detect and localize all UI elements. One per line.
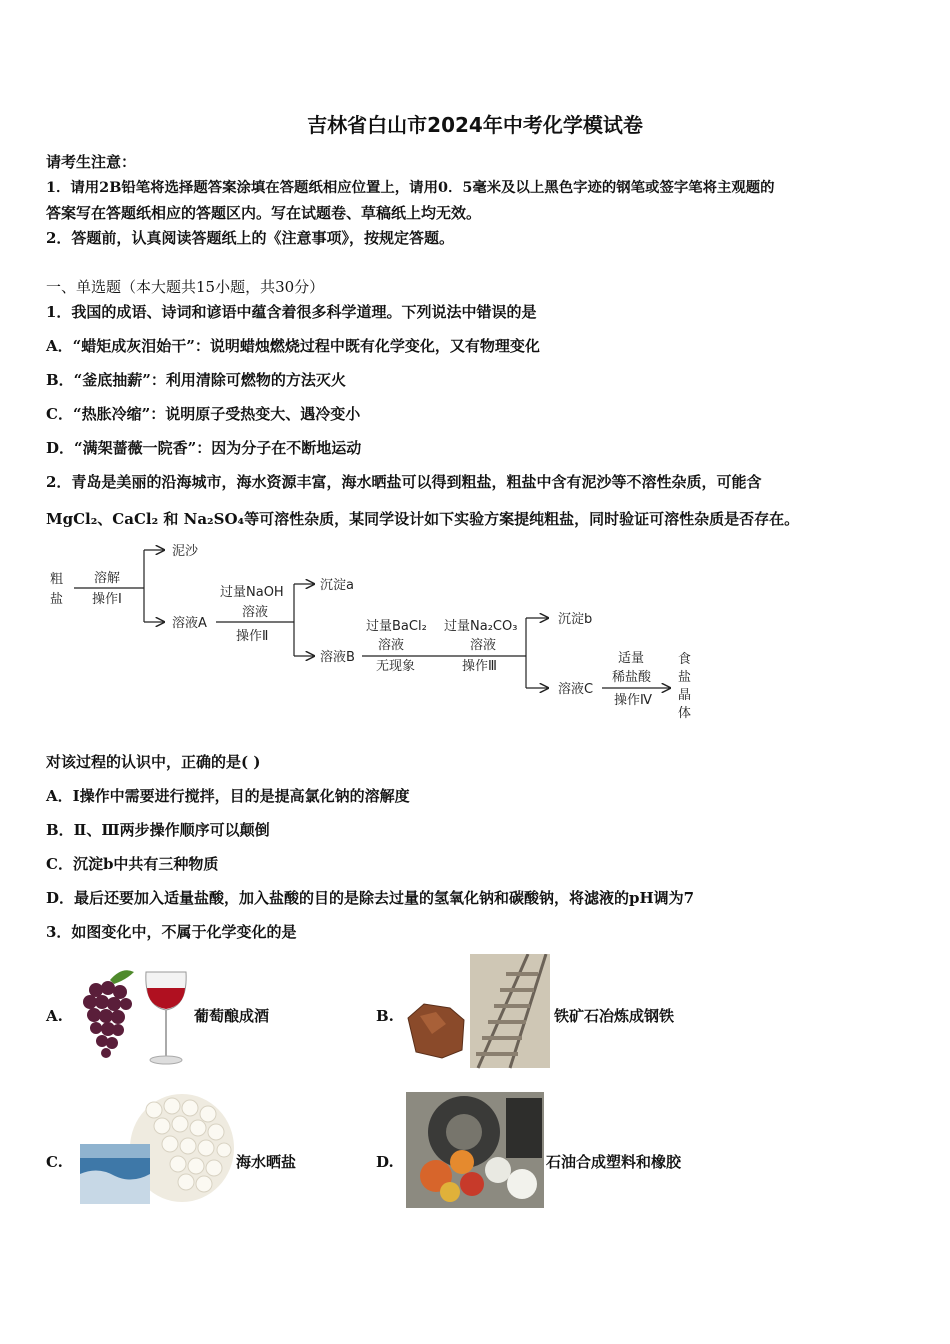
flow-no-change: 无现象 <box>376 659 416 674</box>
flow-solution-label-1: 溶液 <box>242 605 269 620</box>
q1-option-b: B．“釜底抽薪”：利用清除可燃物的方法灭火 <box>46 371 346 389</box>
flow-solution-label-3: 溶液 <box>470 638 497 653</box>
grape-wine-image <box>74 962 192 1070</box>
flow-precipitate-a: 沉淀a <box>320 578 354 593</box>
q2-question: 对该过程的认识中，正确的是( ) <box>46 753 261 771</box>
sea-salt-image <box>80 1088 236 1206</box>
q3-option-c-label: C. <box>46 1153 63 1171</box>
q1-stem: 1．我国的成语、诗词和谚语中蕴含着很多科学道理。下列说法中错误的是 <box>46 303 537 321</box>
flow-salt-3: 晶 <box>678 688 692 703</box>
flow-solution-c: 溶液C <box>558 682 594 697</box>
flow-precipitate-b: 沉淀b <box>558 612 593 627</box>
flow-op3: 操作Ⅲ <box>462 659 497 674</box>
flow-crude-1: 粗 <box>50 572 64 587</box>
q3-option-b-text: 铁矿石冶炼成钢铁 <box>554 1007 675 1025</box>
purification-flow-diagram <box>40 536 720 732</box>
flow-proper: 适量 <box>618 651 645 666</box>
flow-op1: 操作Ⅰ <box>92 592 122 607</box>
flow-salt-1: 食 <box>678 652 692 667</box>
flow-salt-2: 盐 <box>678 670 692 685</box>
flow-op4: 操作Ⅳ <box>614 693 652 708</box>
notice-heading: 请考生注意： <box>46 153 137 171</box>
flow-solution-label-2: 溶液 <box>378 638 405 653</box>
q3-option-d-text: 石油合成塑料和橡胶 <box>546 1153 682 1171</box>
q2-option-b: B．Ⅱ、Ⅲ两步操作顺序可以颠倒 <box>46 821 270 839</box>
notice-line-1b: 答案写在答题纸相应的答题区内。写在试题卷、草稿纸上均无效。 <box>46 204 482 222</box>
q3-option-a-text: 葡萄酿成酒 <box>194 1007 270 1025</box>
iron-ore-rail-image <box>406 954 550 1072</box>
q1-option-d: D．“满架蔷薇一院香”：因为分子在不断地运动 <box>46 439 362 457</box>
q3-stem: 3．如图变化中，不属于化学变化的是 <box>46 923 297 941</box>
q3-option-a-label: A. <box>46 1007 63 1025</box>
q2-option-c: C．沉淀b中共有三种物质 <box>46 855 219 873</box>
q1-option-c: C．“热胀冷缩”：说明原子受热变大、遇冷变小 <box>46 405 361 423</box>
q3-option-d-label: D. <box>376 1153 394 1171</box>
notice-line-2: 2．答题前，认真阅读答题纸上的《注意事项》，按规定答题。 <box>46 229 454 247</box>
q2-stem-1: 2．青岛是美丽的沿海城市，海水资源丰富，海水晒盐可以得到粗盐，粗盐中含有泥沙等不溶性杂质，可能含 <box>46 473 762 491</box>
flow-op2: 操作Ⅱ <box>236 629 269 644</box>
flow-crude-2: 盐 <box>50 592 64 607</box>
q2-option-a: A．Ⅰ操作中需要进行搅拌，目的是提高氯化钠的溶解度 <box>46 787 410 805</box>
flow-na2co3: 过量Na₂CO₃ <box>444 619 518 634</box>
flow-hcl: 稀盐酸 <box>612 670 652 685</box>
tires-balls-image <box>406 1092 544 1208</box>
q2-stem-2: MgCl₂、CaCl₂ 和 Na₂SO₄等可溶性杂质，某同学设计如下实验方案提纯粗盐，同时验证可溶性杂质是否存在。 <box>46 510 800 528</box>
flow-solution-a: 溶液A <box>172 616 207 631</box>
flow-sand: 泥沙 <box>172 544 199 559</box>
notice-line-1a: 1．请用2B铅笔将选择题答案涂填在答题纸相应位置上，请用0．5毫米及以上黑色字迹的钢笔或签字笔将主观题的 <box>46 179 775 196</box>
q3-option-c-text: 海水晒盐 <box>236 1153 297 1171</box>
page-title: 吉林省白山市2024年中考化学模试卷 <box>307 113 643 137</box>
q3-option-b-label: B. <box>376 1007 394 1025</box>
q2-option-d: D．最后还要加入适量盐酸，加入盐酸的目的是除去过量的氢氧化钠和碳酸钠，将滤液的pH调为7 <box>46 889 695 907</box>
flow-dissolve: 溶解 <box>94 571 121 586</box>
section-heading: 一、单选题（本大题共15小题，共30分） <box>46 278 325 296</box>
flow-salt-4: 体 <box>678 706 692 721</box>
flow-bacl2: 过量BaCl₂ <box>366 619 427 634</box>
q1-option-a: A．“蜡矩成灰泪始干”：说明蜡烛燃烧过程中既有化学变化，又有物理变化 <box>46 337 540 355</box>
flow-solution-b: 溶液B <box>320 650 355 665</box>
flow-naoh: 过量NaOH <box>220 585 284 600</box>
